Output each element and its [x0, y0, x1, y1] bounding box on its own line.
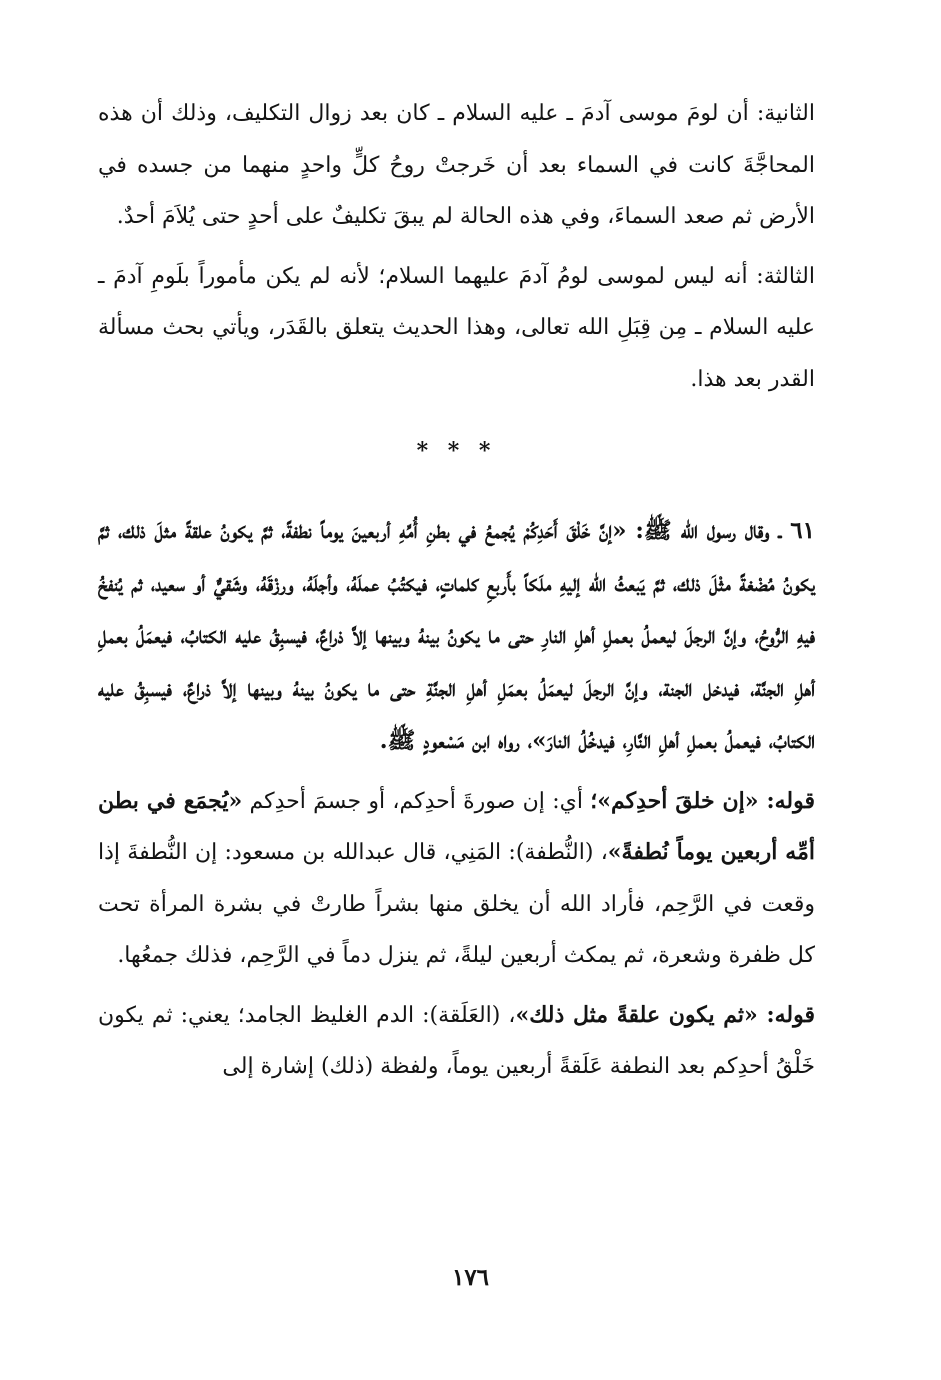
- commentary-paragraph-2: [98, 990, 815, 1093]
- page-body: [98, 88, 815, 1093]
- commentary-lead-2: قوله: «ثم يكون علقةً مثل ذلك»: [515, 1001, 815, 1028]
- commentary-text-2: ، (العَلَقة): الدم الغليظ الجامد؛ يعني: ثم يكون خَلْقُ أحدِكم بعد النطفة عَلَقةً أربعين يوماً، ولفظة (ذلك) إشارة إلى: [98, 1002, 815, 1079]
- paragraph-second-answer: الثانية: أن لومَ موسى آدمَ ـ عليه السلام ـ كان بعد زوال التكليف، وذلك أن هذه المحاجَّةَ كانت في السماء بعد أن خَرجتْ روحُ كلٍّ واحدٍ منهما من جسده في الأرض ثم صعد السماءَ، وفي هذه الحالة لم يبقَ تكليفٌ على أحدٍ حتى يُلاَمَ أحدٌ.: [98, 101, 815, 229]
- section-separator: * * *: [416, 438, 497, 464]
- hadith-61: ٦١ ـ وقال رسول الله ﷺ: «إنَّ خَلْقَ أَحَدِكُمْ يُجمعُ في بطنِ أُمِّهِ أربعينَ يوماً نطفةً، ثمَّ يكونُ علقةً مثلَ ذلك، ثمَّ يكونُ مُضْغةً مثْلَ ذلك، ثمَّ يَبعثُ الله إليهِ ملَكاً بأَربعِ كلماتٍ، فيكتُبُ عملَهُ، وأجلَهُ، ورزْقَهُ، وشَقيٌّ أو سعيد، ثم يُنفخُ فيهِ الرُّوحُ، وإنَّ الرجلَ ليعملُ بعملِ أهلِ النارِ حتى ما يكونُ بينهُ وبينها إلاَّ ذراعٌ، فيسبِقُ عليه الكتابُ، فيعمَلُ بعملِ أهلِ الجنَّة، فيدخل الجنة، وإنَّ الرجلَ ليعمَلُ بعمَلِ أهلِ الجنَّةِ حتى ما يكونُ بينهُ وبينها إلاَّ ذراعٌ، فيسبِقُ عليه الكتابُ، فيعملُ بعملِ أهلِ النَّارِ، فيدخُلُ النارَ»، رواه ابن مَسْعودٍ ﷺ.: [98, 517, 815, 754]
- commentary-lead-1: قوله: «إن خلقَ أحدِكم»؛: [590, 787, 816, 814]
- commentary-quote-1: «يُجمَع في بطن أمِّه أربعين يوماً نُطفةً»: [98, 787, 815, 865]
- commentary-text-1a: أي: إن صورةَ أحدِكم، أو جسمَ أحدِكم: [242, 788, 591, 814]
- page-number: ١٧٦: [451, 1264, 490, 1291]
- paragraph-third-answer: الثالثة: أنه ليس لموسى لومُ آدمَ عليهما السلام؛ لأنه لم يكن مأموراً بلَومِ آدمَ ـ عليه السلام ـ مِن قِبَلِ الله تعالى، وهذا الحديث يتعلق بالقَدَر، ويأتي بحث مسألة القدر بعد هذا.: [98, 263, 815, 392]
- commentary-paragraph-1: [98, 776, 815, 982]
- commentary-text-1b: ، (النُّطفة): المَنِي، قال عبدالله بن مسعود: إن النُّطفةَ إذا وقعت في الرَّحِم، فأراد الله أن يخلق منها بشراً طارتْ في بشرة المرأة تحت كل ظفرة وشعرة، ثم يمكث أربعين ليلةً، ثم ينزل دماً في الرَّحِم، فذلك جمعُها.: [98, 840, 815, 968]
